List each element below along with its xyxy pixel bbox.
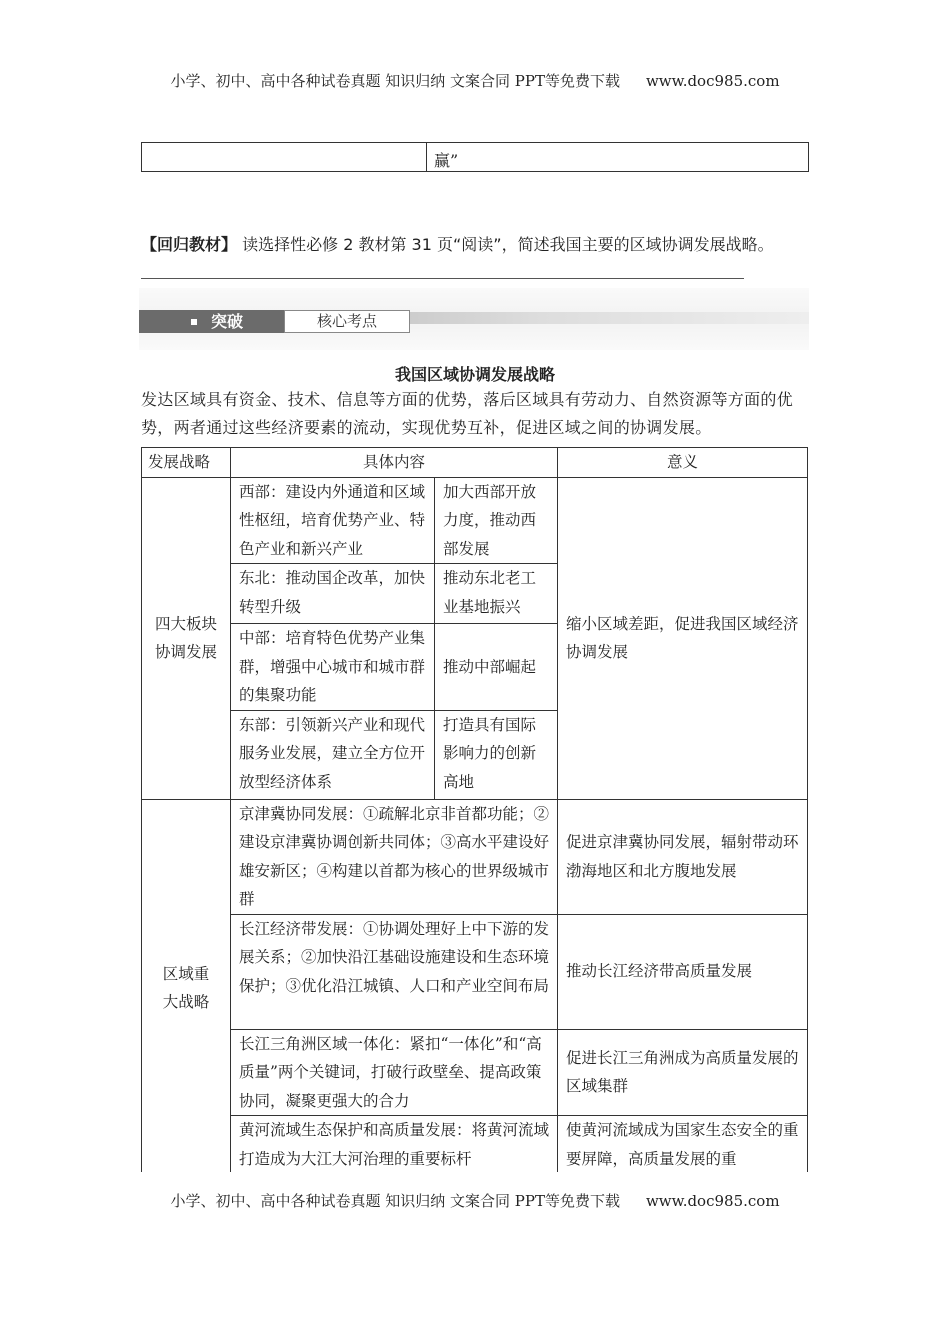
footer-url[interactable]: www.doc985.com: [645, 1192, 780, 1210]
goal-cell: 加大西部开放力度，推动西部发展: [435, 477, 558, 564]
banner-left-text: 突破: [211, 312, 244, 331]
significance-cell: 使黄河流域成为国家生态安全的重要屏障，高质量发展的重: [558, 1116, 808, 1178]
table-header-row: [142, 448, 808, 478]
header-cell: 发展战略: [142, 448, 231, 478]
banner-label-light: 核心考点: [284, 310, 410, 333]
square-bullet-icon: [191, 319, 197, 325]
answer-line: [141, 278, 744, 279]
header-cell: 意义: [558, 448, 808, 478]
goal-cell: 推动东北老工业基地振兴: [435, 564, 558, 624]
previous-table-fragment: [141, 142, 809, 172]
footer-text: 小学、初中、高中各种试卷真题 知识归纳 文案合同 PPT等免费下载: [170, 1192, 620, 1210]
strategy-name: 四大板块协调发展: [142, 477, 231, 799]
content-cell: 黄河流域生态保护和高质量发展：将黄河流域打造成为大江大河治理的重要标杆: [231, 1116, 558, 1178]
content-cell: 东北：推动国企改革，加快转型升级: [231, 564, 435, 624]
significance-cell: 推动长江经济带高质量发展: [558, 914, 808, 1029]
table-row: [142, 477, 808, 564]
significance-cell: 缩小区域差距，促进我国区域经济协调发展: [558, 477, 808, 799]
content-cell: 京津冀协同发展：①疏解北京非首都功能；②建设京津冀协调创新共同体；③高水平建设好雄安新区；④构建以首都为核心的世界级城市群: [231, 799, 558, 914]
strategy-table: [141, 447, 808, 1178]
page-header: [0, 70, 950, 91]
header-text: 小学、初中、高中各种试卷真题 知识归纳 文案合同 PPT等免费下载: [170, 72, 620, 90]
review-tag: 【回归教材】: [141, 235, 238, 254]
section-banner: [139, 288, 809, 350]
goal-cell: 推动中部崛起: [435, 624, 558, 711]
content-cell: 东部：引领新兴产业和现代服务业发展，建立全方位开放型经济体系: [231, 710, 435, 799]
content-cell: 长江经济带发展：①协调处理好上中下游的发展关系；②加快沿江基础设施建设和生态环境保护；③优化沿江城镇、人口和产业空间布局: [231, 914, 558, 1029]
header-url[interactable]: www.doc985.com: [645, 72, 780, 90]
content-cell: 西部：建设内外通道和区域性枢纽，培育优势产业、特色产业和新兴产业: [231, 477, 435, 564]
review-question: [141, 232, 774, 255]
table-row: [142, 1116, 808, 1178]
goal-cell: 打造具有国际影响力的创新高地: [435, 710, 558, 799]
review-text: 读选择性必修 2 教材第 31 页“阅读”，简述我国主要的区域协调发展战略。: [242, 235, 774, 254]
table-cell: 赢”: [434, 151, 459, 170]
table-row: [142, 799, 808, 914]
page-footer: [0, 1190, 950, 1211]
header-cell: 具体内容: [231, 448, 558, 478]
content-cell: 长江三角洲区域一体化：紧扣“一体化”和“高质量”两个关键词，打破行政壁垒、提高政策协同，凝聚更强大的合力: [231, 1029, 558, 1116]
strategy-name: 区域重大战略: [142, 799, 231, 1178]
intro-paragraph: 发达区域具有资金、技术、信息等方面的优势，落后区域具有劳动力、自然资源等方面的优势，两者通过这些经济要素的流动，实现优势互补，促进区域之间的协调发展。: [141, 390, 794, 437]
banner-label-dark: [139, 310, 285, 333]
significance-cell: 促进长江三角洲成为高质量发展的区域集群: [558, 1029, 808, 1116]
section-title: 我国区域协调发展战略: [394, 365, 555, 384]
table-row: [142, 1029, 808, 1116]
significance-cell: 促进京津冀协同发展，辐射带动环渤海地区和北方腹地发展: [558, 799, 808, 914]
table-row: [142, 914, 808, 1029]
content-cell: 中部：培育特色优势产业集群，增强中心城市和城市群的集聚功能: [231, 624, 435, 711]
